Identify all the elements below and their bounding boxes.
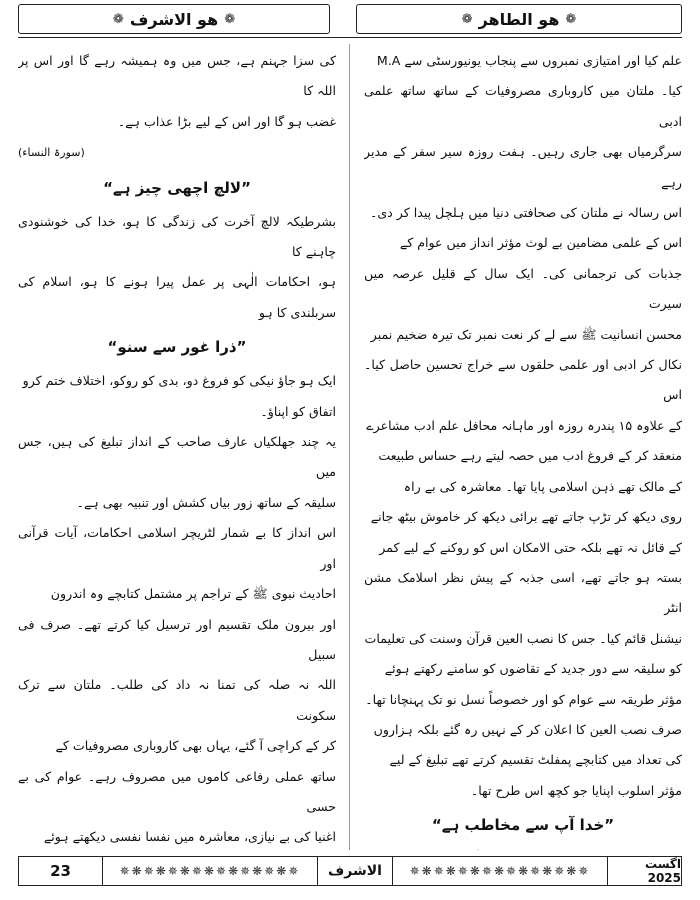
header-left [18,4,330,34]
column-divider [349,44,350,850]
header-divider [18,37,682,38]
quran-reference: (سورۃ النساء) [18,146,85,160]
right-column-heading: ”خدا آپ سے مخاطب ہے“ [431,816,615,835]
ornament-icon: ❁ [224,11,236,27]
paragraph-line: نیشنل قائم کیا۔ جس کا نصب العین قرآن وسنت کی تعلیمات [364,630,682,646]
right-column [364,46,682,850]
paragraph-line: یہ چند جھلکیاں عارف صاحب کے انداز تبلیغ کی ہیں، جس میں [18,434,336,480]
left-column-top [18,46,336,137]
paragraph-line: ایک ہو جاؤ نیکی کو فروغ دو، بدی کو روکو، اختلاف ختم کرو [22,373,336,389]
ornament-icon: ❁ [565,11,577,27]
paragraph-line: اس رسالہ نے ملتان کی صحافتی دنیا میں ہلچل پیدا کر دی۔ [369,205,682,221]
paragraph-line: ہو، احکامات الٰہی پر عمل پیرا ہونے کا ہو، اسلام کی سربلندی کا ہو [18,274,336,320]
paragraph-line: محسن انسانیت ﷺ سے لے کر نعت نمبر تک تیرہ ضخیم نمبر [370,326,682,342]
left-column-heading-2: ”ذرا غور سے سنو“ [107,338,247,357]
paragraph-line: منعقد کر کے فروغ ادب میں حصہ لیتے رہے حساس طبیعت [378,448,682,464]
header-right [356,4,682,34]
paragraph-line: سرگرمیاں بھی جاری رہیں۔ ہفت روزہ سیر سفر کے مدیر رہے [364,144,682,190]
page-number: 23 [19,857,103,885]
footer-magazine-name: الاشرف [317,857,393,885]
paragraph-line: کر کے کراچی آ گئے، یہاں بھی کاروباری مصروفیات کے [55,738,336,754]
paragraph-line: علم کیا اور امتیازی نمبروں سے پنجاب یونیورسٹی سے M.A [376,53,682,68]
paragraph-line: اس انداز کا بے شمار لٹریچر اسلامی احکامات، آیات قرآنی اور [18,525,336,571]
ornament-icon: ❁ [112,11,124,27]
footer-ornament-right: ✵❋✵❋✵❋✵❋✵❋✵❋✵❋✵ [409,864,591,878]
right-column-body [364,46,682,806]
footer-ornament-left: ✵❋✵❋✵❋✵❋✵❋✵❋✵❋✵ [119,864,301,878]
footer-bar [18,856,682,886]
left-column-mid-2 [18,366,336,850]
paragraph-line: بستہ ہو جاتے تھے، اسی جذبہ کے پیش نظر اسلامک مشن انٹر [364,569,682,616]
paragraph-line: بشرطیکہ لالچ آخرت کی زندگی کا ہو، خدا کی خوشنودی چاہنے کا [18,213,336,260]
paragraph-line: کی سزا جہنم ہے، جس میں وہ ہمیشہ رہے گا اور اس پر اللہ کا [18,53,336,99]
paragraph-line: اس کے علمی مضامین بے لوث مؤثر انداز میں عوام کے [399,235,682,251]
paragraph-line: کو سلیقہ سے دور جدید کے تقاضوں کو سامنے رکھتے ہوئے [384,661,682,677]
left-column [18,46,336,850]
paragraph-line: احادیث نبوی ﷺ کے تراجم پر مشتمل کتابچے وہ اندرون [50,586,336,602]
paragraph-line: نکال کر ادبی اور علمی حلقوں سے خراج تحسین حاصل کیا۔ اس [364,357,682,403]
paragraph-line: اتفاق کو اپناؤ۔ [260,403,336,419]
paragraph-line: صرف نصب العین کا اعلان کر کے نہیں رہ گئے بلکہ ہزاروں [373,721,682,737]
paragraph-line: کے مالک تھے ذہن اسلامی پایا تھا۔ معاشرہ کی بے راہ [403,478,682,494]
header-right-title: ھو الطاھر [478,9,560,29]
paragraph-line: اللہ نہ صلہ کی تمنا نہ داد کی طلب۔ ملتان سے ترک سکونت [18,677,336,723]
ornament-icon: ❁ [461,11,473,27]
header-left-title: ھو الاشرف [129,9,219,29]
paragraph-line: ساتھ عملی رفاعی کاموں میں مصروف رہے۔ عوام کی بے حسی [18,768,336,814]
paragraph-line: کے قائل نہ تھے بلکہ حتی الامکان اس کو روکنے کے لیے کمر [379,539,682,555]
paragraph-line: غضب ہو گا اور اس کے لیے بڑا عذاب ہے۔ [117,113,336,129]
paragraph-line: سلیقہ کے ساتھ زور بیاں کشش اور تنبیہ بھی ہے۔ [76,494,336,510]
paragraph-line: کے علاوہ ۱۵ پندرہ روزہ اور ماہانہ محافل علم ادب مشاعرے [366,417,682,433]
footer-issue-date: اگست 2025 [607,857,681,885]
paragraph-line: اور بیرون ملک تقسیم اور ترسیل کیا کرتے تھے۔ صرف فی سبیل [18,616,336,662]
left-column-mid-1 [18,207,336,329]
paragraph-line: اغنیا کی بے نیازی، معاشرہ میں نفسا نفسی دیکھتے ہوئے [43,829,336,845]
paragraph-line: کیا۔ ملتان میں کاروباری مصروفیات کے ساتھ ساتھ علمی ادبی [364,83,682,129]
paragraph-line: روی دیکھ کر تڑپ جاتے تھے برائی دیکھ کر خاموش بیٹھ جانے [370,509,682,525]
paragraph-line: مؤثر اسلوب اپنایا جو کچھ اس طرح تھا۔ [470,782,682,798]
paragraph-line: مؤثر طریقہ سے عوام کو اور خصوصاً نسل نو تک پہنچانا تھا۔ [365,691,682,707]
paragraph-line [364,844,682,850]
paragraph-line: کی تعداد میں کتابچے پمفلٹ تقسیم کرتے تھے تبلیغ کے لیے [389,752,682,768]
left-column-heading-1: ”لالچ اچھی چیز ہے“ [103,178,251,197]
paragraph-line: جذبات کی ترجمانی کی۔ ایک سال کے قلیل عرصہ میں سیرت [364,265,682,312]
